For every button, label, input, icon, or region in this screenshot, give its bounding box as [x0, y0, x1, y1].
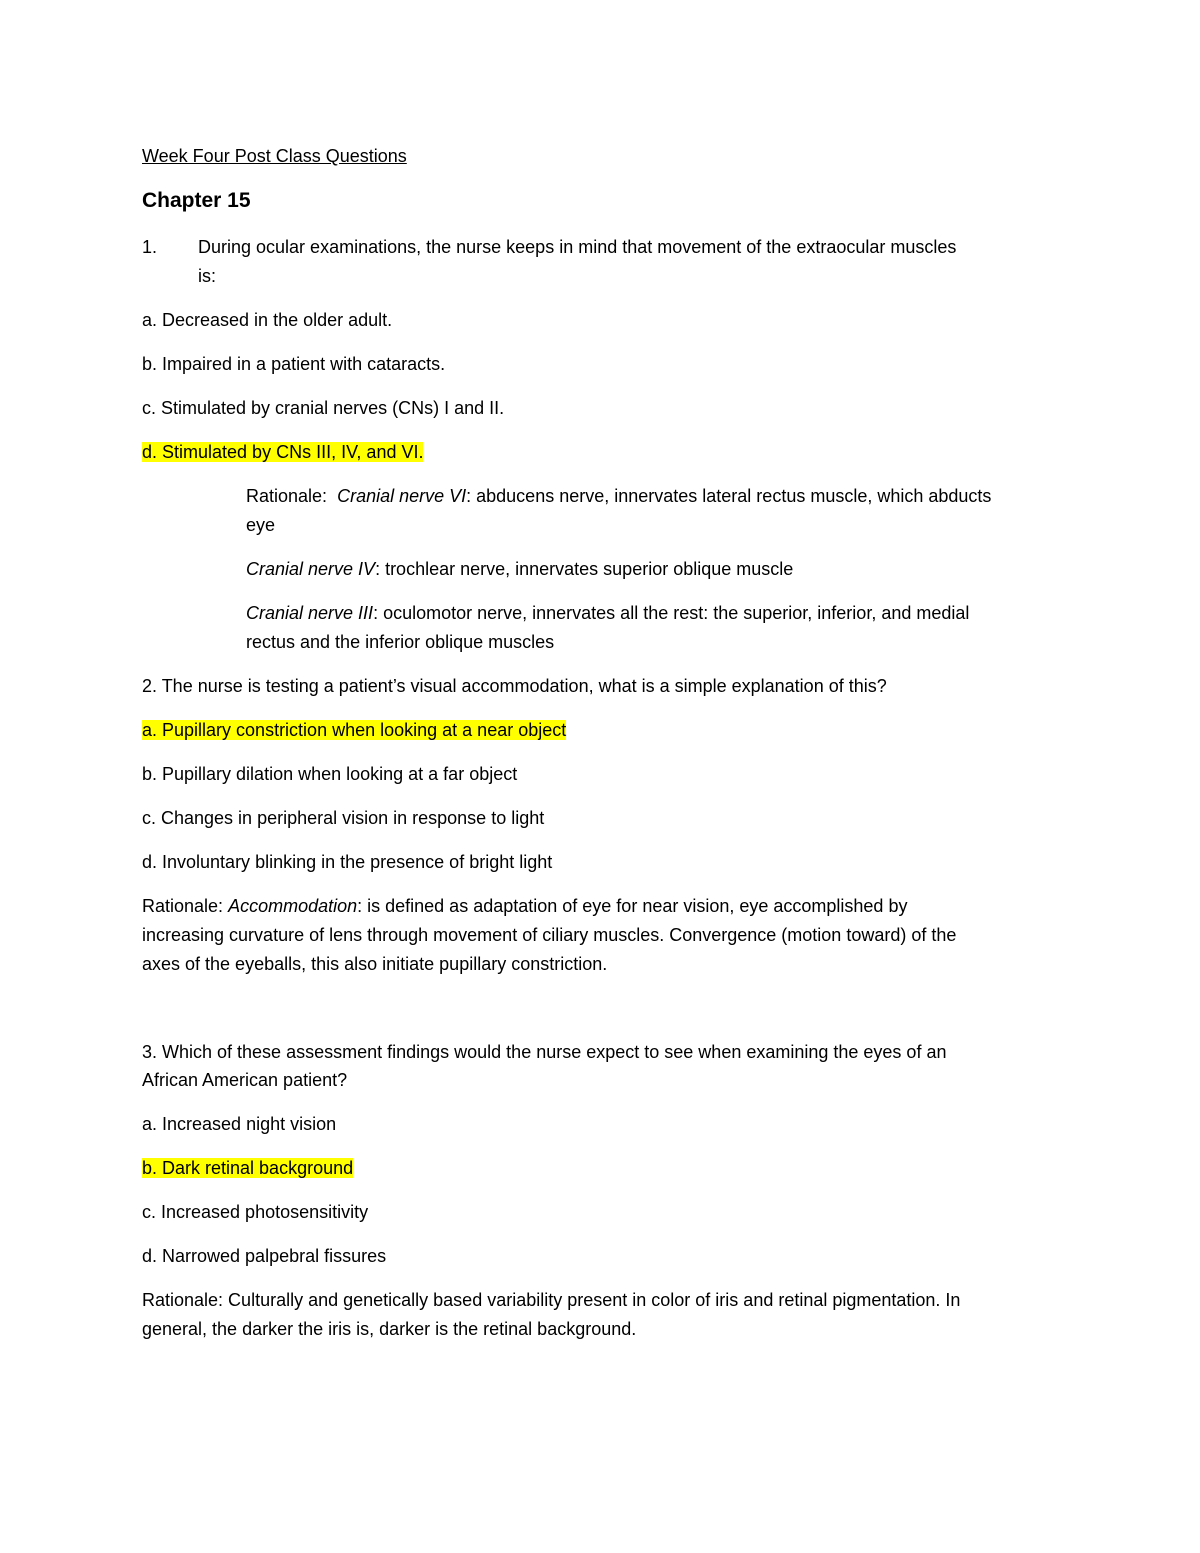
q1-text-line1: During ocular examinations, the nurse keeps in mind that movement of the extraocular muscles	[198, 237, 957, 257]
q1-rationale-text2: : trochlear nerve, innervates superior oblique muscle	[375, 559, 794, 579]
q2-rationale-term: Accommodation	[228, 896, 358, 916]
q2-rationale-line2: increasing curvature of lens through movement of ciliary muscles. Convergence (motion toward) of the	[142, 925, 957, 945]
q1-rationale-text1b: eye	[246, 515, 276, 535]
q2-rationale-line3: axes of the eyeballs, this also initiate pupillary constriction.	[142, 954, 608, 974]
q1-rationale-line1	[246, 482, 991, 510]
q1-option-d-highlight: d. Stimulated by CNs III, IV, and VI.	[142, 442, 424, 462]
q2-rationale-text1: : is defined as adaptation of eye for near vision, eye accomplished by	[357, 896, 908, 916]
q1-option-a: a. Decreased in the older adult.	[142, 310, 393, 330]
q2-option-d: d. Involuntary blinking in the presence of bright light	[142, 852, 553, 872]
q3-question-line2: African American patient?	[142, 1070, 348, 1090]
q1-rationale-term2: Cranial nerve IV	[246, 559, 376, 579]
q3-option-c: c. Increased photosensitivity	[142, 1202, 369, 1222]
q2-option-c: c. Changes in peripheral vision in response to light	[142, 808, 545, 828]
q1-rationale-term1: Cranial nerve VI	[337, 486, 467, 506]
q2-option-a-answer	[142, 716, 566, 744]
q1-stem	[142, 233, 956, 261]
q1-option-b: b. Impaired in a patient with cataracts.	[142, 354, 446, 374]
q1-option-c: c. Stimulated by cranial nerves (CNs) I and II.	[142, 398, 505, 418]
q2-question: 2. The nurse is testing a patient’s visual accommodation, what is a simple explanation of this?	[142, 676, 887, 696]
q1-rationale-label: Rationale:	[246, 486, 328, 506]
q1-rationale-line3	[246, 599, 969, 627]
q1-rationale-text3b: rectus and the inferior oblique muscles	[246, 632, 555, 652]
q2-option-a-highlight: a. Pupillary constriction when looking at a near object	[142, 720, 567, 740]
q3-option-b-answer	[142, 1154, 353, 1182]
q1-rationale-line2	[246, 555, 793, 583]
q2-rationale-line1	[142, 892, 907, 920]
q3-option-a: a. Increased night vision	[142, 1114, 337, 1134]
chapter-heading: Chapter 15	[142, 189, 251, 212]
q3-rationale-line2: general, the darker the iris is, darker is the retinal background.	[142, 1319, 637, 1339]
q1-rationale-text1: : abducens nerve, innervates lateral rectus muscle, which abducts	[466, 486, 992, 506]
q3-rationale-line1: Rationale: Culturally and genetically based variability present in color of iris and retinal pigmentation. In	[142, 1290, 961, 1310]
q1-option-d-answer	[142, 438, 423, 466]
q1-rationale-term3: Cranial nerve III	[246, 603, 374, 623]
q2-rationale-label: Rationale:	[142, 896, 229, 916]
document-title: Week Four Post Class Questions	[142, 146, 407, 166]
q3-option-b-highlight: b. Dark retinal background	[142, 1158, 354, 1178]
q1-text-line2: is:	[198, 266, 216, 286]
q2-option-b: b. Pupillary dilation when looking at a far object	[142, 764, 518, 784]
q1-rationale-text3: : oculomotor nerve, innervates all the rest: the superior, inferior, and medial	[373, 603, 970, 623]
q1-number: 1.	[142, 237, 158, 257]
q3-question-line1: 3. Which of these assessment findings would the nurse expect to see when examining the eyes of an	[142, 1042, 947, 1062]
q3-option-d: d. Narrowed palpebral fissures	[142, 1246, 387, 1266]
